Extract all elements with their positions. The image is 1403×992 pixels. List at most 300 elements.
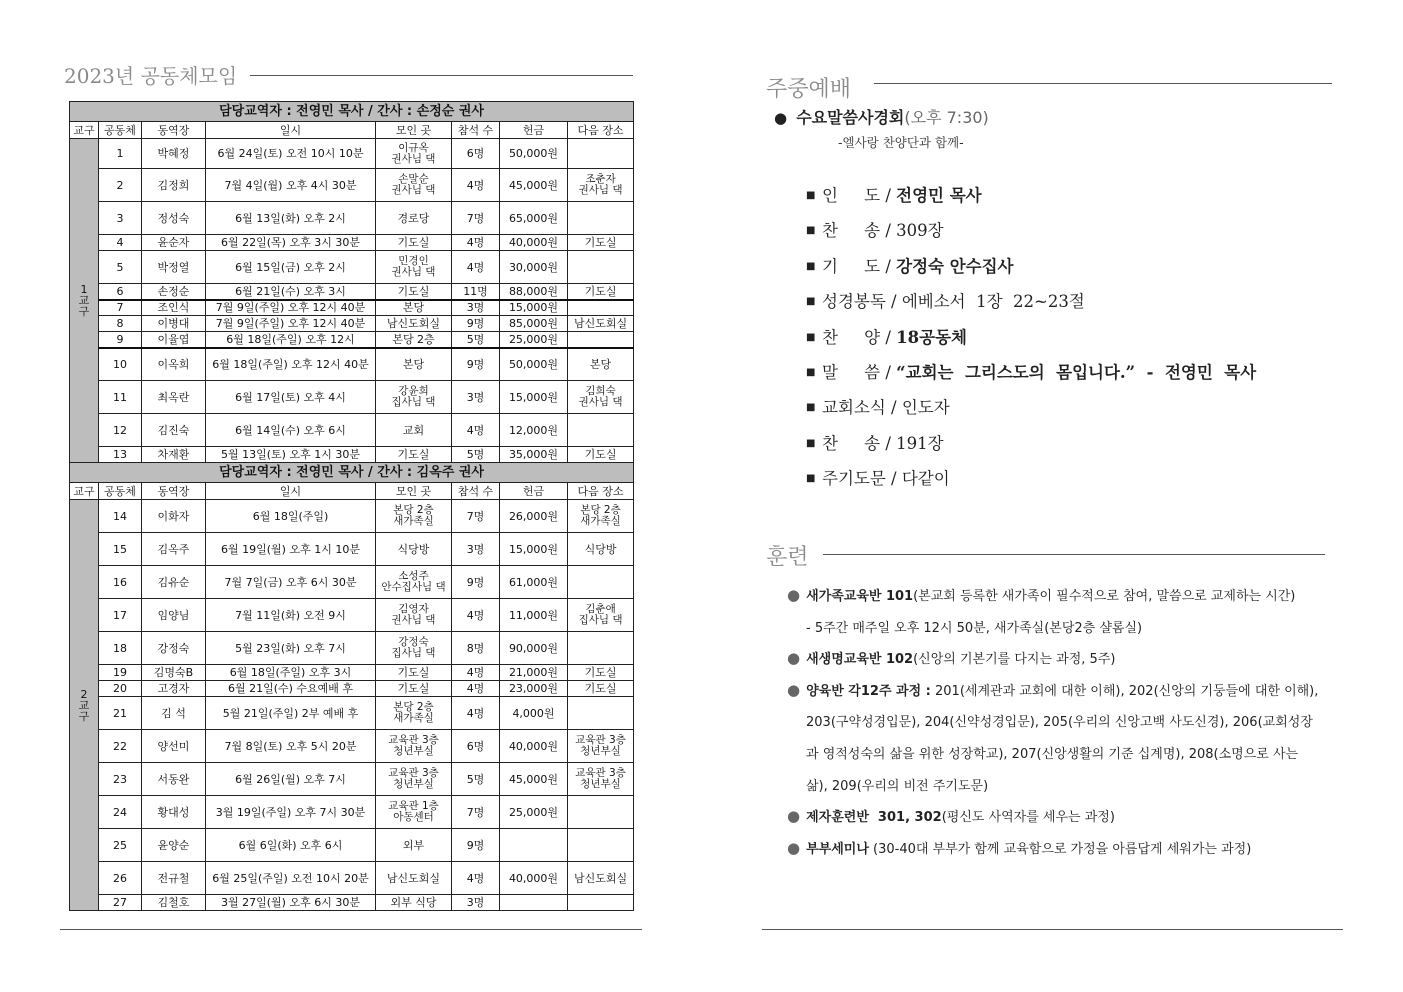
table-row: [70, 566, 634, 599]
attendance: 6명: [452, 730, 500, 763]
meeting-datetime: 7월 7일(금) 오후 6시 30분: [206, 566, 376, 599]
next-place: 식당방: [568, 533, 634, 566]
table-row: [70, 139, 634, 169]
worship-item-separator: /: [880, 221, 897, 241]
attendance: 4명: [452, 599, 500, 632]
square-bullet-icon: ■: [806, 402, 816, 414]
meeting-place: 강윤희 집사님 댁: [376, 381, 452, 414]
next-place: 남신도회실: [568, 862, 634, 895]
leader-name: 황대성: [142, 796, 206, 829]
community-number: 24: [99, 796, 142, 829]
community-number: 7: [99, 300, 142, 316]
training-course-name: 부부세미나: [806, 841, 869, 857]
offering: 45,000원: [500, 169, 568, 202]
attendance: 9명: [452, 316, 500, 332]
leader-name: 이병대: [142, 316, 206, 332]
next-place: 김희숙 권사님 댁: [568, 381, 634, 414]
meeting-datetime: 6월 25일(주일) 오전 10시 20분: [206, 862, 376, 895]
offering: 50,000원: [500, 139, 568, 169]
offering: 15,000원: [500, 533, 568, 566]
next-place: [568, 895, 634, 911]
leader-name: 정성숙: [142, 202, 206, 235]
worship-item-value: 강정숙 안수집사: [896, 256, 1014, 276]
meeting-datetime: 6월 19일(월) 오후 1시 10분: [206, 533, 376, 566]
leader-name: 이화자: [142, 500, 206, 533]
leader-name: 윤순자: [142, 235, 206, 251]
meeting-datetime: 6월 18일(주일): [206, 500, 376, 533]
attendance: 7명: [452, 202, 500, 235]
leader-name: 서동완: [142, 763, 206, 796]
community-number: 4: [99, 235, 142, 251]
offering: 40,000원: [500, 730, 568, 763]
meeting-datetime: 6월 24일(토) 오전 10시 10분: [206, 139, 376, 169]
worship-item-separator: /: [880, 256, 897, 276]
community-number: 27: [99, 895, 142, 911]
worship-item-separator: /: [880, 433, 897, 453]
meeting-datetime: 7월 11일(화) 오전 9시: [206, 599, 376, 632]
meeting-place: 교회: [376, 414, 452, 447]
training-line: [787, 806, 1115, 825]
service-note: -엘사랑 찬양단과 함께-: [838, 135, 964, 150]
community-number: 22: [99, 730, 142, 763]
leader-name: 손정순: [142, 284, 206, 300]
offering: 15,000원: [500, 300, 568, 316]
offering: 23,000원: [500, 681, 568, 697]
worship-item-separator: /: [885, 469, 902, 489]
worship-item-label: 교회소식: [822, 398, 886, 418]
training-line: [787, 680, 1318, 699]
meeting-place: 외부: [376, 829, 452, 862]
meeting-place: 민경인 권사님 댁: [376, 251, 452, 284]
training-description: 삶), 209(우리의 비전 주기도문): [806, 778, 989, 794]
worship-order-item: [806, 182, 982, 206]
service-time: (오후 7:30): [904, 108, 989, 127]
next-place: 조춘자 권사님 댁: [568, 169, 634, 202]
offering: 45,000원: [500, 763, 568, 796]
table-row: [70, 665, 634, 681]
square-bullet-icon: ■: [806, 331, 816, 343]
meeting-place: 손말순 권사님 댁: [376, 169, 452, 202]
next-place: [568, 202, 634, 235]
circle-bullet-icon: ●: [787, 680, 801, 699]
attendance: 5명: [452, 763, 500, 796]
community-number: 15: [99, 533, 142, 566]
table-row: [70, 829, 634, 862]
community-number: 8: [99, 316, 142, 332]
district-label: 2 교 구: [70, 500, 99, 911]
table-row: [70, 235, 634, 251]
offering: 85,000원: [500, 316, 568, 332]
offering: 65,000원: [500, 202, 568, 235]
table-row: [70, 796, 634, 829]
training-course-name: 새생명교육반 102: [806, 652, 914, 668]
leader-name: 김진숙: [142, 414, 206, 447]
worship-order-item: [806, 288, 1085, 312]
community-number: 23: [99, 763, 142, 796]
next-place: 기도실: [568, 235, 634, 251]
meeting-datetime: 6월 14일(수) 오후 6시: [206, 414, 376, 447]
worship-item-label: 기 도: [822, 256, 881, 276]
meeting-place: 강정숙 집사님 댁: [376, 632, 452, 665]
offering: 61,000원: [500, 566, 568, 599]
table-row: [70, 251, 634, 284]
column-header: 다음 장소: [568, 483, 634, 500]
column-header: 일시: [206, 483, 376, 500]
table-row: [70, 632, 634, 665]
column-header: 헌금: [500, 483, 568, 500]
training-line: [806, 617, 1142, 636]
meeting-place: 외부 식당: [376, 895, 452, 911]
leader-name: 김철호: [142, 895, 206, 911]
community-number: 20: [99, 681, 142, 697]
meeting-place: 교육관 3층 청년부실: [376, 763, 452, 796]
meeting-datetime: 6월 17일(토) 오후 4시: [206, 381, 376, 414]
worship-item-label: 주기도문: [822, 469, 886, 489]
next-place: [568, 332, 634, 348]
table-row: [70, 381, 634, 414]
worship-item-separator: /: [880, 327, 897, 347]
meeting-place: 교육관 1층 아동센터: [376, 796, 452, 829]
service-name: 수요말씀사경회: [796, 108, 905, 127]
next-place: 기도실: [568, 665, 634, 681]
attendance: 3명: [452, 300, 500, 316]
table-row: [70, 599, 634, 632]
worship-item-value: 전영민 목사: [896, 186, 982, 205]
left-title-rule: [250, 75, 633, 76]
square-bullet-icon: ■: [806, 473, 816, 485]
column-header: 공동체: [99, 122, 142, 139]
offering: 11,000원: [500, 599, 568, 632]
service-heading: [774, 105, 989, 128]
next-place: [568, 829, 634, 862]
training-line: [787, 585, 1295, 604]
column-header: 일시: [206, 122, 376, 139]
community-table: [69, 101, 634, 911]
next-place: 김춘애 집사님 댁: [568, 599, 634, 632]
worship-item-value: 18공동체: [896, 327, 967, 347]
training-description: 201(세계관과 교회에 대한 이해), 202(신앙의 기둥들에 대한 이해),: [930, 683, 1319, 699]
training-course-name: 양육반 각12주 과정 :: [806, 683, 931, 699]
table-row: [70, 730, 634, 763]
offering: 30,000원: [500, 251, 568, 284]
table-row: [70, 348, 634, 381]
leader-name: 조인식: [142, 300, 206, 316]
leader-name: 김정희: [142, 169, 206, 202]
offering: 25,000원: [500, 332, 568, 348]
worship-item-label: 찬 송: [822, 221, 881, 241]
meeting-place: 이규옥 권사님 댁: [376, 139, 452, 169]
meeting-datetime: 5월 13일(토) 오후 1시 30분: [206, 447, 376, 463]
circle-bullet-icon: ●: [787, 649, 801, 668]
meeting-place: 본당 2층 새가족실: [376, 697, 452, 730]
next-place: 교육관 3층 청년부실: [568, 763, 634, 796]
column-header: 헌금: [500, 122, 568, 139]
meeting-place: 기도실: [376, 447, 452, 463]
worship-item-value: 인도자: [901, 398, 950, 418]
offering: 88,000원: [500, 284, 568, 300]
table-row: [70, 202, 634, 235]
meeting-datetime: 6월 18일(주일) 오후 3시: [206, 665, 376, 681]
training-description: (본교회 등록한 새가족이 필수적으로 참여, 말씀으로 교제하는 시간): [913, 589, 1296, 604]
worship-item-value: “교회는 그리스도의 몸입니다.” - 전영민 목사: [896, 363, 1257, 382]
leader-name: 전규철: [142, 862, 206, 895]
table-row: [70, 332, 634, 348]
worship-order-item: [806, 217, 944, 241]
meeting-datetime: 5월 21일(주일) 2부 예배 후: [206, 697, 376, 730]
square-bullet-icon: ■: [806, 260, 816, 272]
next-place: 기도실: [568, 681, 634, 697]
offering: 21,000원: [500, 665, 568, 681]
offering: 15,000원: [500, 381, 568, 414]
community-number: 19: [99, 665, 142, 681]
leader-name: 양선미: [142, 730, 206, 763]
worship-item-label: 찬 양: [822, 327, 881, 347]
leader-name: 강정숙: [142, 632, 206, 665]
meeting-datetime: 6월 18일(주일) 오후 12시 40분: [206, 348, 376, 381]
worship-item-value: 309장: [896, 221, 944, 241]
meeting-place: 김영자 권사님 댁: [376, 599, 452, 632]
training-line: [806, 743, 1298, 762]
next-place: [568, 414, 634, 447]
table-row: [70, 763, 634, 796]
group-banner: 담당교역자 : 전영민 목사 / 간사 : 손정순 권사: [70, 102, 634, 122]
offering: 35,000원: [500, 447, 568, 463]
worship-order-item: [806, 430, 944, 454]
community-number: 11: [99, 381, 142, 414]
worship-item-value: 다같이: [901, 469, 950, 489]
attendance: 9명: [452, 566, 500, 599]
community-number: 5: [99, 251, 142, 284]
meeting-place: 본당: [376, 300, 452, 316]
offering: [500, 829, 568, 862]
right-bottom-rule: [762, 929, 1343, 930]
community-number: 1: [99, 139, 142, 169]
attendance: 9명: [452, 829, 500, 862]
meeting-datetime: 6월 13일(화) 오후 2시: [206, 202, 376, 235]
column-header: 동역장: [142, 483, 206, 500]
table-row: [70, 862, 634, 895]
meeting-datetime: 5월 23일(화) 오후 7시: [206, 632, 376, 665]
worship-item-label: 찬 송: [822, 433, 881, 453]
table-row: [70, 169, 634, 202]
leader-name: 이옥희: [142, 348, 206, 381]
offering: 25,000원: [500, 796, 568, 829]
column-header: 교구: [70, 122, 99, 139]
next-place: 본당: [568, 348, 634, 381]
meeting-place: 식당방: [376, 533, 452, 566]
leader-name: 김명숙B: [142, 665, 206, 681]
next-place: 기도실: [568, 447, 634, 463]
left-section-title: 2023년 공동체모임: [64, 64, 238, 88]
meeting-datetime: 3월 27일(월) 오후 6시 30분: [206, 895, 376, 911]
attendance: 4명: [452, 169, 500, 202]
meeting-place: 기도실: [376, 665, 452, 681]
offering: 40,000원: [500, 235, 568, 251]
offering: 40,000원: [500, 862, 568, 895]
worship-order-item: [806, 394, 950, 418]
leader-name: 김유순: [142, 566, 206, 599]
leader-name: 박혜정: [142, 139, 206, 169]
meeting-place: 본당 2층 새가족실: [376, 500, 452, 533]
service-bullet-icon: ●: [774, 109, 788, 127]
attendance: 5명: [452, 447, 500, 463]
offering: 50,000원: [500, 348, 568, 381]
community-number: 9: [99, 332, 142, 348]
meeting-datetime: 6월 21일(수) 수요예배 후: [206, 681, 376, 697]
table-row: [70, 300, 634, 316]
worship-section-title: 주중예배: [766, 77, 852, 102]
attendance: 4명: [452, 414, 500, 447]
square-bullet-icon: ■: [806, 437, 816, 449]
attendance: 11명: [452, 284, 500, 300]
training-description: 203(구약성경입문), 204(신약성경입문), 205(우리의 신앙고백 사도신경), 206(교회성장: [806, 715, 1313, 731]
worship-item-label: 말 씀: [822, 363, 881, 382]
square-bullet-icon: ■: [806, 296, 816, 308]
meeting-place: 경로당: [376, 202, 452, 235]
worship-title-rule: [874, 83, 1332, 84]
community-number: 16: [99, 566, 142, 599]
meeting-place: 기도실: [376, 235, 452, 251]
attendance: 4명: [452, 251, 500, 284]
training-title-rule: [823, 554, 1325, 555]
training-description: (30-40대 부부가 함께 교육함으로 가정을 아름답게 세워가는 과정): [868, 841, 1252, 857]
column-header: 공동체: [99, 483, 142, 500]
table-row: [70, 681, 634, 697]
training-line: [806, 775, 988, 794]
training-line: [806, 711, 1313, 730]
offering: 26,000원: [500, 500, 568, 533]
meeting-datetime: 7월 4일(월) 오후 4시 30분: [206, 169, 376, 202]
next-place: [568, 632, 634, 665]
next-place: [568, 697, 634, 730]
column-header: 참석 수: [452, 483, 500, 500]
worship-order-item: [806, 253, 1014, 277]
meeting-datetime: 6월 18일(주일) 오후 12시: [206, 332, 376, 348]
district-label: 1 교 구: [70, 139, 99, 463]
table-row: [70, 284, 634, 300]
training-description: - 5주간 매주일 오후 12시 50분, 새가족실(본당2층 샬롬실): [806, 620, 1143, 636]
attendance: 4명: [452, 235, 500, 251]
left-bottom-rule: [60, 929, 642, 930]
column-header: 참석 수: [452, 122, 500, 139]
leader-name: 최옥란: [142, 381, 206, 414]
meeting-place: 남신도회실: [376, 316, 452, 332]
table-row: [70, 414, 634, 447]
community-number: 2: [99, 169, 142, 202]
training-course-name: 제자훈련반 301, 302: [806, 810, 942, 826]
next-place: [568, 139, 634, 169]
training-line: [787, 838, 1251, 857]
attendance: 4명: [452, 681, 500, 697]
table-row: [70, 447, 634, 463]
leader-name: 차재환: [142, 447, 206, 463]
meeting-place: 본당 2층: [376, 332, 452, 348]
attendance: 7명: [452, 796, 500, 829]
square-bullet-icon: ■: [806, 190, 816, 201]
offering: 12,000원: [500, 414, 568, 447]
meeting-datetime: 6월 26일(월) 오후 7시: [206, 763, 376, 796]
community-number: 3: [99, 202, 142, 235]
attendance: 4명: [452, 862, 500, 895]
attendance: 5명: [452, 332, 500, 348]
column-header: 모인 곳: [376, 122, 452, 139]
leader-name: 이율엽: [142, 332, 206, 348]
attendance: 4명: [452, 665, 500, 681]
community-number: 13: [99, 447, 142, 463]
community-number: 6: [99, 284, 142, 300]
next-place: [568, 251, 634, 284]
meeting-place: 본당: [376, 348, 452, 381]
next-place: [568, 796, 634, 829]
next-place: 본당 2층 새가족실: [568, 500, 634, 533]
meeting-place: 교육관 3층 청년부실: [376, 730, 452, 763]
leader-name: 박정열: [142, 251, 206, 284]
meeting-datetime: 7월 8일(토) 오후 5시 20분: [206, 730, 376, 763]
attendance: 6명: [452, 139, 500, 169]
worship-item-separator: /: [885, 292, 902, 312]
column-header: 동역장: [142, 122, 206, 139]
community-number: 21: [99, 697, 142, 730]
meeting-datetime: 6월 22일(목) 오후 3시 30분: [206, 235, 376, 251]
next-place: [568, 566, 634, 599]
community-number: 10: [99, 348, 142, 381]
attendance: 3명: [452, 895, 500, 911]
next-place: 교육관 3층 청년부실: [568, 730, 634, 763]
offering: [500, 895, 568, 911]
community-number: 17: [99, 599, 142, 632]
next-place: 남신도회실: [568, 316, 634, 332]
worship-item-label: 성경봉독: [822, 292, 886, 312]
community-number: 18: [99, 632, 142, 665]
table-row: [70, 533, 634, 566]
training-line: [787, 648, 1115, 667]
meeting-datetime: 3월 19일(주일) 오후 7시 30분: [206, 796, 376, 829]
worship-item-separator: /: [880, 186, 897, 205]
column-header: 다음 장소: [568, 122, 634, 139]
attendance: 3명: [452, 381, 500, 414]
worship-order-item: [806, 359, 1256, 383]
table-row: [70, 895, 634, 911]
training-section-title: 훈련: [766, 545, 809, 570]
worship-item-value: 191장: [896, 433, 944, 453]
square-bullet-icon: ■: [806, 367, 816, 378]
community-number: 12: [99, 414, 142, 447]
worship-item-separator: /: [885, 398, 902, 418]
community-number: 14: [99, 500, 142, 533]
column-header: 모인 곳: [376, 483, 452, 500]
meeting-datetime: 6월 6일(화) 오후 6시: [206, 829, 376, 862]
attendance: 7명: [452, 500, 500, 533]
meeting-place: 소성주 안수집사님 댁: [376, 566, 452, 599]
next-place: [568, 300, 634, 316]
circle-bullet-icon: ●: [787, 807, 801, 826]
leader-name: 김 석: [142, 697, 206, 730]
training-description: (신앙의 기본기를 다지는 과정, 5주): [913, 652, 1116, 668]
worship-item-label: 인 도: [822, 186, 881, 205]
meeting-place: 남신도회실: [376, 862, 452, 895]
community-number: 26: [99, 862, 142, 895]
column-header: 교구: [70, 483, 99, 500]
circle-bullet-icon: ●: [787, 838, 801, 857]
attendance: 8명: [452, 632, 500, 665]
next-place: 기도실: [568, 284, 634, 300]
training-course-name: 새가족교육반 101: [806, 589, 914, 604]
table-row: [70, 316, 634, 332]
group-banner: 담당교역자 : 전영민 목사 / 간사 : 김옥주 권사: [70, 463, 634, 483]
training-description: (평신도 사역자를 세우는 과정): [941, 810, 1115, 826]
circle-bullet-icon: ●: [787, 586, 801, 604]
meeting-datetime: 7월 9일(주일) 오후 12시 40분: [206, 300, 376, 316]
